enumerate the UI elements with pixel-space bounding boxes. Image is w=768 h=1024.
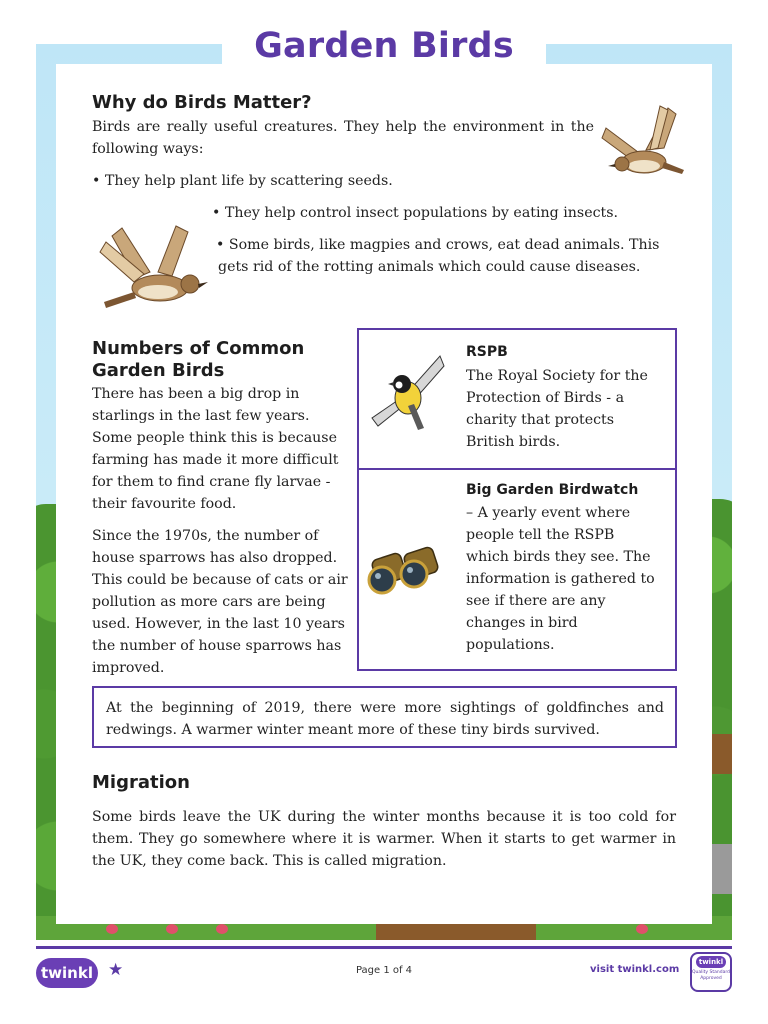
star-icon: ★ — [108, 960, 124, 980]
rspb-title: RSPB — [466, 344, 508, 360]
flower — [216, 924, 228, 934]
starlings-text: There has been a big drop in starlings in the last few years. Some people think this is because farming has made it more difficult for them to find crane fly larvae - their favourite food. — [92, 386, 339, 512]
sparrows-text: Since the 1970s, the number of house sparrows has also dropped. This could be because of cats or air pollution as more cars are being used. However, in the last 10 years the number of house sparrows has improved. — [92, 528, 348, 676]
great-tit-icon — [368, 352, 448, 434]
section-heading-migration: Migration — [92, 772, 190, 793]
visit-link[interactable]: visit twinkl.com — [590, 964, 680, 975]
bullet-dead-animals: • Some birds, like magpies and crows, eat dead animals. This gets rid of the rotting animals which could cause diseases. — [216, 237, 660, 275]
flower — [166, 924, 178, 934]
bullet-seeds: • They help plant life by scattering seeds. — [92, 173, 393, 189]
badge-text: Quality Standard Approved — [692, 970, 730, 981]
birdwatch-text: – A yearly event where people tell the RSPB which birds they see. The information is gathered to see if there are any changes in bird populations. — [466, 505, 655, 653]
page-number: Page 1 of 4 — [355, 965, 413, 976]
section-heading-why: Why do Birds Matter? — [92, 92, 312, 113]
flower — [636, 924, 648, 934]
footer-divider — [36, 946, 732, 949]
birdwatch-title: Big Garden Birdwatch — [466, 482, 639, 498]
intro-text: Birds are really useful creatures. They help the environment in the following ways: — [92, 119, 594, 157]
bullet-insects: • They help control insect populations by eating insects. — [212, 205, 619, 221]
sparrow-icon — [598, 104, 690, 184]
rspb-text: The Royal Society for the Protection of Birds - a charity that protects British birds. — [466, 368, 648, 450]
badge-logo: twinkl — [696, 956, 726, 968]
twinkl-logo[interactable]: twinkl — [36, 958, 98, 988]
flower — [106, 924, 118, 934]
sparrow-flying-icon — [96, 222, 212, 312]
quality-badge — [690, 952, 732, 992]
page-title: Garden Birds — [254, 26, 514, 66]
section-heading-numbers: Numbers of Common Garden Birds — [92, 338, 305, 381]
binoculars-icon — [364, 540, 454, 600]
note-text: At the beginning of 2019, there were more sightings of goldfinches and redwings. A warmer winter meant more of these tiny birds survived. — [106, 700, 664, 738]
migration-text: Some birds leave the UK during the winter months because it is too cold for them. They go somewhere where it is warmer. When it starts to get warmer in the UK, they come back. This is called migration. — [92, 809, 676, 869]
